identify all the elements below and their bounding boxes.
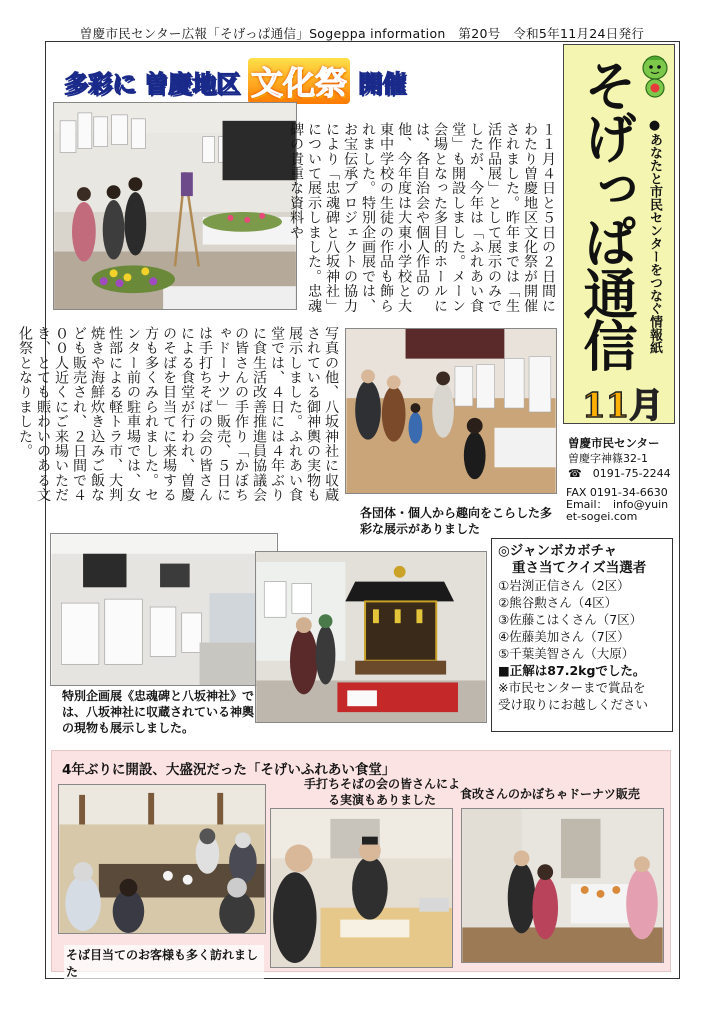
quiz-note-2: 受け取りにお越しください	[498, 697, 649, 712]
caption-dining-guests: そば目当てのお客様も多く訪れました	[64, 945, 264, 981]
quiz-note-1: ※市民センターまで賞品を	[498, 680, 646, 695]
article-text-top: １１月４日と５日の２日間にわたり曽慶地区文化祭が開催されました。昨年までは「生活作品展」として展示のみでしたが、今年は「ふれあい食堂」も開設しました。メーン会場となった多目的ホールには、各自治会や個人作品の他、今年度は大東小学校と大東中学校の生徒の作品も飾られました。特別企画展では、お宝伝承プロジェクトの協力により「忠魂碑と八坂神社」について展示しました。忠魂碑の貴重な資料や	[288, 122, 556, 314]
quiz-title: ◎ジャンボカボチャ	[498, 543, 618, 559]
photo-mikoshi	[255, 551, 487, 723]
quiz-winners-box	[491, 538, 673, 732]
dining-section-title: 4年ぶりに開設、大盛況だった「そげいふれあい食堂」	[62, 762, 396, 778]
banner-part-4: 開催	[358, 69, 407, 98]
center-email-cont: et-sogei.com	[566, 510, 638, 523]
caption-donut-sale: 食改さんのかぼちゃドーナツ販売	[460, 787, 640, 801]
center-name: 曽慶市民センター	[568, 436, 660, 450]
article-banner	[64, 60, 512, 102]
issue-header: 曽慶市民センター広報「そげっぱ通信」Sogeppa information 第20号 令和5年11月24日発行	[79, 26, 645, 41]
caption-special-exhibit: 特別企画展《忠魂碑と八坂神社》では、八坂神社に収蔵されている神輿の現物も展示しました。	[62, 689, 255, 735]
banner-part-1: 多彩に	[64, 69, 136, 98]
photo-donut-sale	[461, 808, 664, 963]
masthead-subtitle: ●あなたと市民センターをつなぐ情報紙	[647, 118, 662, 354]
center-email: Email： info@yuin	[566, 498, 669, 511]
article-text-mid: 写真の他、八坂神社に収蔵されている御神輿の実物も展示しました。ふれあい食堂では、４日には４年ぶりに食生活改善推進員協議会の皆さんの手作り「かぼちゃドーナツ」販売、５日には手打ちそばの会の皆さんによる食堂が行われ、曽慶のそばを目当てに来場する方も多くみられました。センター前の駐車場では、女性部による軽トラ市、大判焼きや海鮮炊き込みご飯なども販売され、２日間で４００人近くにご来場いただき、とても賑わいのある文化祭となりました。	[17, 326, 339, 503]
banner-part-3: 文化祭	[248, 58, 350, 104]
quiz-winner-1: ①岩渕正信さん（2区）	[498, 578, 630, 593]
center-tel: ☎ 0191-75-2244	[568, 467, 671, 480]
caption-visitors: 各団体・個人から趣向をこらした多彩な展示がありました	[360, 506, 553, 536]
mascot-icon	[640, 54, 670, 98]
quiz-winner-3: ③佐藤こはくさん（7区）	[498, 612, 643, 627]
photo-exhibition-hall	[53, 102, 297, 310]
quiz-subtitle: 重さ当てクイズ当選者	[512, 560, 647, 576]
caption-soba-demo: 手打ちそばの会の皆さんによる実演もありました	[303, 777, 460, 807]
center-address: 曽慶字神篠32-1	[568, 452, 648, 465]
quiz-answer: ■正解は87.2kgでした。	[498, 663, 646, 678]
quiz-winner-4: ④佐藤美加さん（7区）	[498, 629, 630, 644]
masthead-title: そげっぱ通信	[575, 58, 638, 370]
center-fax: FAX 0191-34-6630	[566, 486, 668, 499]
quiz-winner-5: ⑤千葉美智さん（大原）	[498, 646, 635, 661]
photo-special-exhibit	[50, 533, 278, 686]
banner-part-2: 曽慶地区	[144, 69, 240, 98]
quiz-winner-2: ②熊谷勲さん（4区）	[498, 595, 618, 610]
masthead-month: 11月	[582, 386, 664, 426]
photo-dining-guests	[58, 784, 266, 934]
photo-visitors	[345, 328, 557, 494]
photo-soba-demo	[270, 808, 453, 968]
